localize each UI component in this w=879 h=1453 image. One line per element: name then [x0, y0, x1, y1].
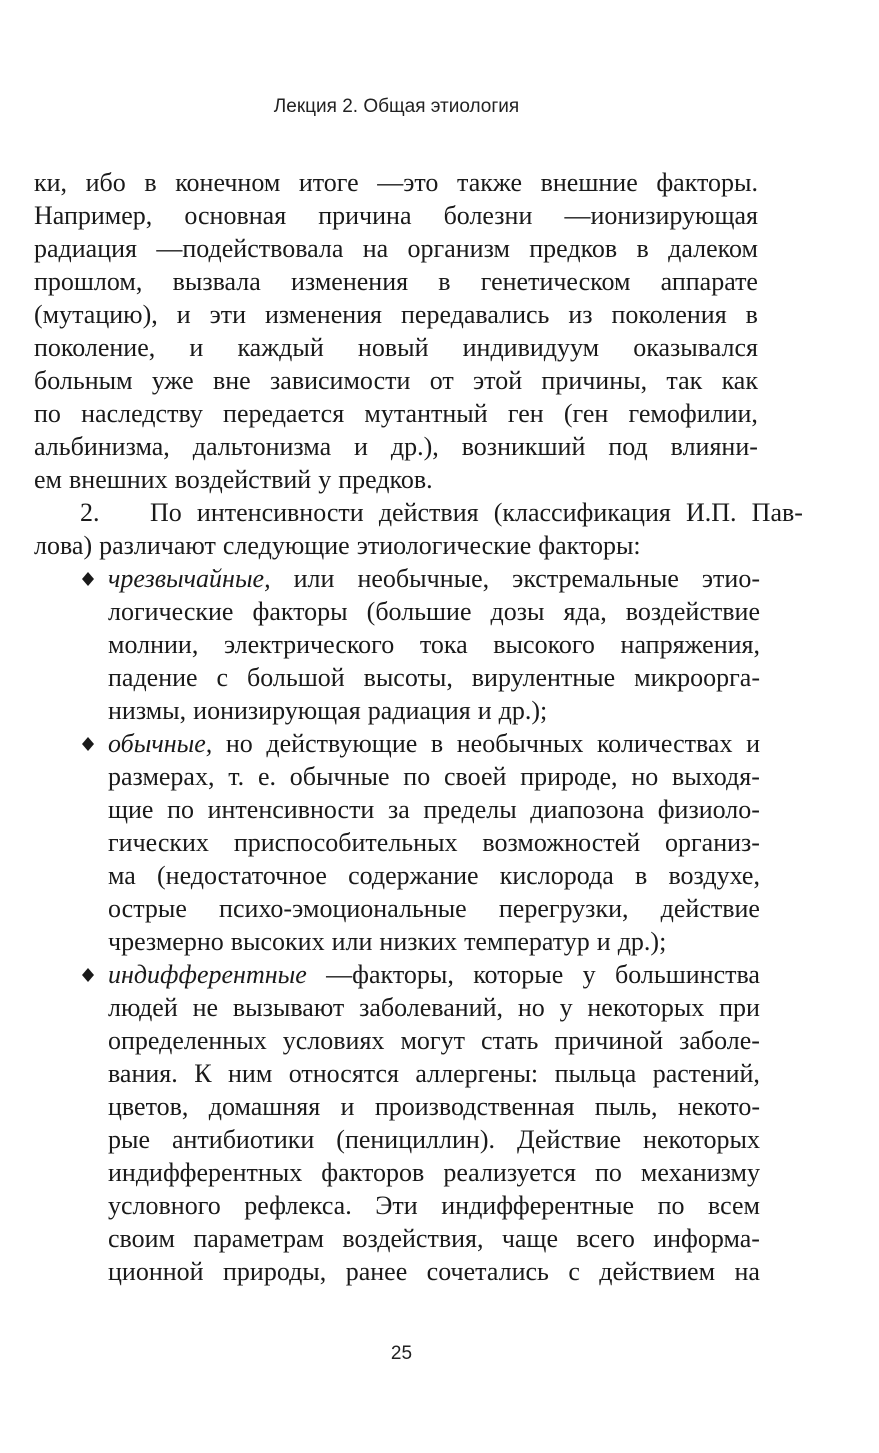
paragraph-line: прошлом, вызвала изменения в генетическом аппарате — [34, 267, 758, 296]
bullet-line: ма (недостаточное содержание кислорода в воздухе, — [108, 861, 760, 890]
paragraph-line: По интенсивности действия (классификация И.П. Пав- — [150, 498, 803, 527]
paragraph-line: альбинизма, дальтонизма и др.), возникший под влияни- — [34, 432, 758, 461]
page-number: 25 — [390, 1343, 413, 1364]
bullet-line: цветов, домашняя и производственная пыль, некото- — [108, 1092, 760, 1121]
diamond-bullet-icon — [80, 958, 96, 992]
bullet-line: размерах, т. е. обычные по своей природе, но выходя- — [108, 762, 760, 791]
bullet-line: ционной природы, ранее сочетались с действием на — [108, 1257, 760, 1286]
running-header: Лекция 2. Общая этиология — [273, 96, 520, 117]
bullet-term: обычные, — [108, 729, 213, 758]
paragraph-line: ем внешних воздействий у предков. — [34, 465, 433, 494]
paragraph-line: лова) различают следующие этиологические факторы: — [34, 531, 641, 560]
bullet-line: острые психо-эмоциональные перегрузки, действие — [108, 894, 760, 923]
bullet-line: вания. К ним относятся аллергены: пыльца растений, — [108, 1059, 760, 1088]
bullet-line: гических приспособительных возможностей организ- — [108, 828, 760, 857]
bullet-first-line: чрезвычайные, или необычные, экстремальные этио- — [108, 562, 760, 596]
bullet-first-line: индифферентные —факторы, которые у большинства — [108, 958, 760, 992]
bullet-line: щие по интенсивности за пределы диапозона физиоло- — [108, 795, 760, 824]
bullet-term: индифферентные — [108, 960, 307, 989]
bullet-line: своим параметрам воздействия, чаще всего информа- — [108, 1224, 760, 1253]
bullet-line: определенных условиях могут стать причиной заболе- — [108, 1026, 760, 1055]
paragraph-line: больным уже вне зависимости от этой причины, так как — [34, 366, 758, 395]
paragraph-line: (мутацию), и эти изменения передавались из поколения в — [34, 300, 758, 329]
paragraph-line: ки, ибо в конечном итоге —это также внешние факторы. — [34, 168, 758, 197]
bullet-line: молнии, электрического тока высокого напряжения, — [108, 630, 760, 659]
bullet-line: низмы, ионизирующая радиация и др.); — [108, 696, 548, 725]
bullet-line: условного рефлекса. Эти индифферентные по всем — [108, 1191, 760, 1220]
paragraph-line: радиация —подействовала на организм предков в далеком — [34, 234, 758, 263]
bullet-first-line: обычные, но действующие в необычных количествах и — [108, 727, 760, 761]
list-number: 2. — [80, 498, 100, 527]
bullet-line: падение с большой высоты, вирулентные микроорга- — [108, 663, 760, 692]
diamond-bullet-icon — [80, 727, 96, 761]
bullet-line: логические факторы (большие дозы яда, воздействие — [108, 597, 760, 626]
bullet-line: индифферентных факторов реализуется по механизму — [108, 1158, 760, 1187]
bullet-line: людей не вызывают заболеваний, но у некоторых при — [108, 993, 760, 1022]
bullet-line: чрезмерно высоких или низких температур и др.); — [108, 927, 667, 956]
paragraph-line: по наследству передается мутантный ген (ген гемофилии, — [34, 399, 758, 428]
paragraph-line: Например, основная причина болезни —ионизирующая — [34, 201, 758, 230]
bullet-line: рые антибиотики (пенициллин). Действие некоторых — [108, 1125, 760, 1154]
diamond-bullet-icon — [80, 562, 96, 596]
paragraph-line: поколение, и каждый новый индивидуум оказывался — [34, 333, 758, 362]
bullet-term: чрезвычайные, — [108, 564, 271, 593]
